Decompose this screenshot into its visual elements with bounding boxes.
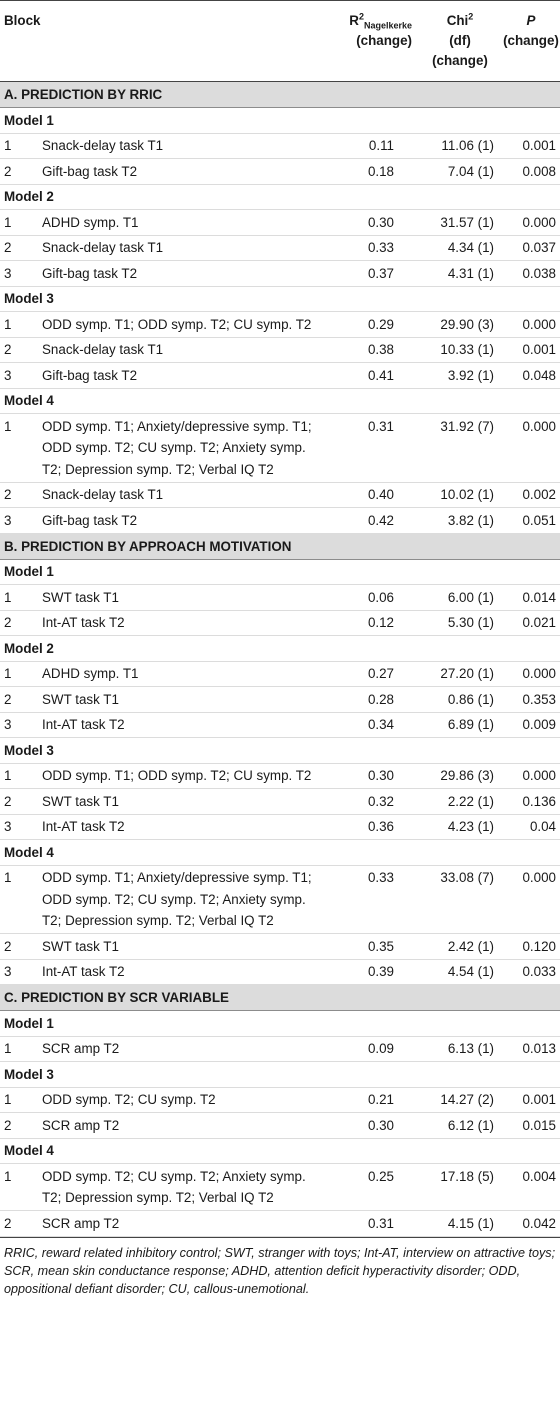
row-chi2: 7.04 (1) (418, 159, 502, 185)
row-chi2: 4.31 (1) (418, 261, 502, 287)
row-r2-change: 0.06 (318, 585, 418, 611)
row-predictor: ADHD symp. T1 (40, 210, 318, 236)
section-header (0, 82, 560, 108)
model-header (0, 1138, 560, 1164)
row-p-value: 0.009 (502, 712, 560, 738)
table-row (0, 133, 560, 159)
row-r2-change: 0.09 (318, 1036, 418, 1062)
row-p-value: 0.136 (502, 789, 560, 815)
table-row (0, 687, 560, 713)
table-row (0, 789, 560, 815)
row-predictor: ODD symp. T1; Anxiety/depressive symp. T1; ODD symp. T2; CU symp. T2; Anxiety symp. T2; Depression symp. T2; Verbal IQ T2 (40, 414, 318, 483)
row-r2-change: 0.30 (318, 1113, 418, 1139)
row-chi2: 27.20 (1) (418, 661, 502, 687)
row-chi2: 6.89 (1) (418, 712, 502, 738)
header-block (0, 1, 318, 82)
model-header (0, 559, 560, 585)
row-index: 2 (0, 482, 40, 508)
row-predictor: ADHD symp. T1 (40, 661, 318, 687)
row-index: 1 (0, 312, 40, 338)
row-p-value: 0.04 (502, 814, 560, 840)
section-title: C. PREDICTION BY SCR VARIABLE (0, 985, 560, 1011)
row-predictor: SCR amp T2 (40, 1113, 318, 1139)
table-row (0, 763, 560, 789)
row-p-value: 0.013 (502, 1036, 560, 1062)
row-index: 2 (0, 159, 40, 185)
model-header (0, 738, 560, 764)
header-r2-change: (change) (356, 33, 412, 48)
row-r2-change: 0.11 (318, 133, 418, 159)
row-chi2: 4.15 (1) (418, 1211, 502, 1237)
row-predictor: ODD symp. T1; ODD symp. T2; CU symp. T2 (40, 763, 318, 789)
row-p-value: 0.000 (502, 865, 560, 934)
row-index: 1 (0, 865, 40, 934)
row-predictor: ODD symp. T2; CU symp. T2 (40, 1087, 318, 1113)
model-header (0, 1062, 560, 1088)
row-index: 2 (0, 1211, 40, 1237)
section-title: A. PREDICTION BY RRIC (0, 82, 560, 108)
row-p-value: 0.021 (502, 610, 560, 636)
row-index: 1 (0, 414, 40, 483)
row-index: 3 (0, 959, 40, 985)
row-p-value: 0.001 (502, 1087, 560, 1113)
row-chi2: 2.22 (1) (418, 789, 502, 815)
row-index: 3 (0, 508, 40, 534)
row-p-value: 0.001 (502, 133, 560, 159)
row-index: 2 (0, 610, 40, 636)
model-header (0, 108, 560, 134)
row-predictor: Gift-bag task T2 (40, 261, 318, 287)
row-predictor: Gift-bag task T2 (40, 159, 318, 185)
row-p-value: 0.014 (502, 585, 560, 611)
row-r2-change: 0.34 (318, 712, 418, 738)
table-row (0, 959, 560, 985)
row-r2-change: 0.36 (318, 814, 418, 840)
row-predictor: Snack-delay task T1 (40, 235, 318, 261)
table-footnote: RRIC, reward related inhibitory control; SWT, stranger with toys; Int-AT, interview on attractive toys; SCR, mean skin conductance response; ADHD, attention deficit hyperactivity disorder; ODD, oppositional defiant disorder; CU, callous-unemotional. (0, 1237, 560, 1298)
row-r2-change: 0.30 (318, 763, 418, 789)
header-chi-label: Chi (446, 13, 469, 28)
model-header (0, 286, 560, 312)
row-chi2: 6.12 (1) (418, 1113, 502, 1139)
row-p-value: 0.120 (502, 934, 560, 960)
header-r2-sup: 2 (358, 11, 364, 22)
header-p (502, 1, 560, 82)
row-chi2: 29.86 (3) (418, 763, 502, 789)
model-label: Model 1 (0, 1011, 560, 1037)
row-p-value: 0.015 (502, 1113, 560, 1139)
row-chi2: 33.08 (7) (418, 865, 502, 934)
row-index: 1 (0, 1164, 40, 1211)
row-r2-change: 0.42 (318, 508, 418, 534)
row-chi2: 31.57 (1) (418, 210, 502, 236)
row-r2-change: 0.38 (318, 337, 418, 363)
row-r2-change: 0.35 (318, 934, 418, 960)
row-chi2: 31.92 (7) (418, 414, 502, 483)
row-predictor: ODD symp. T2; CU symp. T2; Anxiety symp. T2; Depression symp. T2; Verbal IQ T2 (40, 1164, 318, 1211)
row-p-value: 0.051 (502, 508, 560, 534)
row-r2-change: 0.33 (318, 865, 418, 934)
row-chi2: 10.33 (1) (418, 337, 502, 363)
row-index: 2 (0, 337, 40, 363)
table-row (0, 814, 560, 840)
model-header (0, 1011, 560, 1037)
row-index: 1 (0, 585, 40, 611)
row-r2-change: 0.30 (318, 210, 418, 236)
row-chi2: 3.82 (1) (418, 508, 502, 534)
row-predictor: Int-AT task T2 (40, 712, 318, 738)
row-index: 1 (0, 1087, 40, 1113)
row-p-value: 0.001 (502, 337, 560, 363)
row-predictor: Snack-delay task T1 (40, 337, 318, 363)
table-row (0, 159, 560, 185)
row-index: 3 (0, 363, 40, 389)
row-predictor: Gift-bag task T2 (40, 508, 318, 534)
row-predictor: SCR amp T2 (40, 1036, 318, 1062)
row-predictor: SWT task T1 (40, 789, 318, 815)
row-p-value: 0.000 (502, 763, 560, 789)
section-header (0, 533, 560, 559)
row-chi2: 6.13 (1) (418, 1036, 502, 1062)
row-chi2: 10.02 (1) (418, 482, 502, 508)
table-row (0, 312, 560, 338)
table-row (0, 210, 560, 236)
row-p-value: 0.048 (502, 363, 560, 389)
row-index: 1 (0, 210, 40, 236)
header-p-label: P (526, 13, 536, 28)
table-row (0, 363, 560, 389)
header-p-change: (change) (503, 33, 559, 48)
row-index: 3 (0, 814, 40, 840)
row-r2-change: 0.39 (318, 959, 418, 985)
row-predictor: ODD symp. T1; Anxiety/depressive symp. T1; ODD symp. T2; CU symp. T2; Anxiety symp. T2; Depression symp. T2; Verbal IQ T2 (40, 865, 318, 934)
row-p-value: 0.353 (502, 687, 560, 713)
row-p-value: 0.038 (502, 261, 560, 287)
header-chi-sup: 2 (468, 11, 474, 22)
table-row (0, 865, 560, 934)
row-chi2: 3.92 (1) (418, 363, 502, 389)
row-index: 1 (0, 763, 40, 789)
row-index: 2 (0, 934, 40, 960)
model-label: Model 1 (0, 108, 560, 134)
header-chi-change: (change) (432, 53, 488, 68)
table-row (0, 585, 560, 611)
header-block-label: Block (4, 13, 41, 28)
table-row (0, 661, 560, 687)
row-predictor: Int-AT task T2 (40, 610, 318, 636)
model-label: Model 4 (0, 840, 560, 866)
table-row (0, 934, 560, 960)
row-r2-change: 0.12 (318, 610, 418, 636)
table-row (0, 235, 560, 261)
header-chi (418, 1, 502, 82)
table-header (0, 1, 560, 82)
row-index: 2 (0, 687, 40, 713)
table-row (0, 337, 560, 363)
row-predictor: Gift-bag task T2 (40, 363, 318, 389)
model-header (0, 184, 560, 210)
row-chi2: 14.27 (2) (418, 1087, 502, 1113)
row-r2-change: 0.27 (318, 661, 418, 687)
row-p-value: 0.037 (502, 235, 560, 261)
model-header (0, 636, 560, 662)
row-chi2: 5.30 (1) (418, 610, 502, 636)
row-chi2: 11.06 (1) (418, 133, 502, 159)
row-r2-change: 0.29 (318, 312, 418, 338)
model-label: Model 2 (0, 636, 560, 662)
section-title: B. PREDICTION BY APPROACH MOTIVATION (0, 533, 560, 559)
row-r2-change: 0.25 (318, 1164, 418, 1211)
row-index: 2 (0, 789, 40, 815)
row-p-value: 0.000 (502, 210, 560, 236)
table-row (0, 1087, 560, 1113)
table-row (0, 1036, 560, 1062)
table-row (0, 414, 560, 483)
row-r2-change: 0.32 (318, 789, 418, 815)
table-row (0, 1164, 560, 1211)
row-index: 2 (0, 1113, 40, 1139)
section-header (0, 985, 560, 1011)
row-index: 1 (0, 1036, 40, 1062)
row-predictor: SCR amp T2 (40, 1211, 318, 1237)
model-label: Model 3 (0, 1062, 560, 1088)
row-r2-change: 0.31 (318, 414, 418, 483)
table-row (0, 1113, 560, 1139)
row-chi2: 29.90 (3) (418, 312, 502, 338)
row-r2-change: 0.21 (318, 1087, 418, 1113)
row-predictor: SWT task T1 (40, 585, 318, 611)
row-p-value: 0.033 (502, 959, 560, 985)
row-r2-change: 0.31 (318, 1211, 418, 1237)
table-row (0, 712, 560, 738)
row-chi2: 4.54 (1) (418, 959, 502, 985)
row-index: 3 (0, 712, 40, 738)
table-row (0, 1211, 560, 1237)
row-chi2: 17.18 (5) (418, 1164, 502, 1211)
row-predictor: Snack-delay task T1 (40, 482, 318, 508)
table-row (0, 261, 560, 287)
row-p-value: 0.008 (502, 159, 560, 185)
row-chi2: 2.42 (1) (418, 934, 502, 960)
row-predictor: SWT task T1 (40, 687, 318, 713)
header-r2 (318, 1, 418, 82)
row-predictor: SWT task T1 (40, 934, 318, 960)
table-row (0, 610, 560, 636)
row-predictor: Int-AT task T2 (40, 814, 318, 840)
row-p-value: 0.002 (502, 482, 560, 508)
table-row (0, 482, 560, 508)
row-r2-change: 0.18 (318, 159, 418, 185)
table-body (0, 82, 560, 1237)
model-label: Model 2 (0, 184, 560, 210)
model-label: Model 3 (0, 286, 560, 312)
row-r2-change: 0.37 (318, 261, 418, 287)
row-p-value: 0.000 (502, 661, 560, 687)
model-label: Model 1 (0, 559, 560, 585)
row-predictor: Int-AT task T2 (40, 959, 318, 985)
model-label: Model 4 (0, 388, 560, 414)
row-p-value: 0.004 (502, 1164, 560, 1211)
row-p-value: 0.042 (502, 1211, 560, 1237)
row-r2-change: 0.28 (318, 687, 418, 713)
header-chi-df: (df) (449, 33, 471, 48)
row-chi2: 4.34 (1) (418, 235, 502, 261)
model-header (0, 388, 560, 414)
row-chi2: 0.86 (1) (418, 687, 502, 713)
row-r2-change: 0.40 (318, 482, 418, 508)
model-header (0, 840, 560, 866)
row-index: 1 (0, 133, 40, 159)
row-predictor: ODD symp. T1; ODD symp. T2; CU symp. T2 (40, 312, 318, 338)
model-label: Model 4 (0, 1138, 560, 1164)
model-label: Model 3 (0, 738, 560, 764)
row-index: 3 (0, 261, 40, 287)
table-row (0, 508, 560, 534)
row-r2-change: 0.41 (318, 363, 418, 389)
row-index: 1 (0, 661, 40, 687)
row-chi2: 4.23 (1) (418, 814, 502, 840)
row-p-value: 0.000 (502, 312, 560, 338)
row-r2-change: 0.33 (318, 235, 418, 261)
row-predictor: Snack-delay task T1 (40, 133, 318, 159)
row-chi2: 6.00 (1) (418, 585, 502, 611)
row-index: 2 (0, 235, 40, 261)
header-r2-sub: Nagelkerke (363, 20, 412, 31)
row-p-value: 0.000 (502, 414, 560, 483)
header-r2-label: R (349, 13, 359, 28)
